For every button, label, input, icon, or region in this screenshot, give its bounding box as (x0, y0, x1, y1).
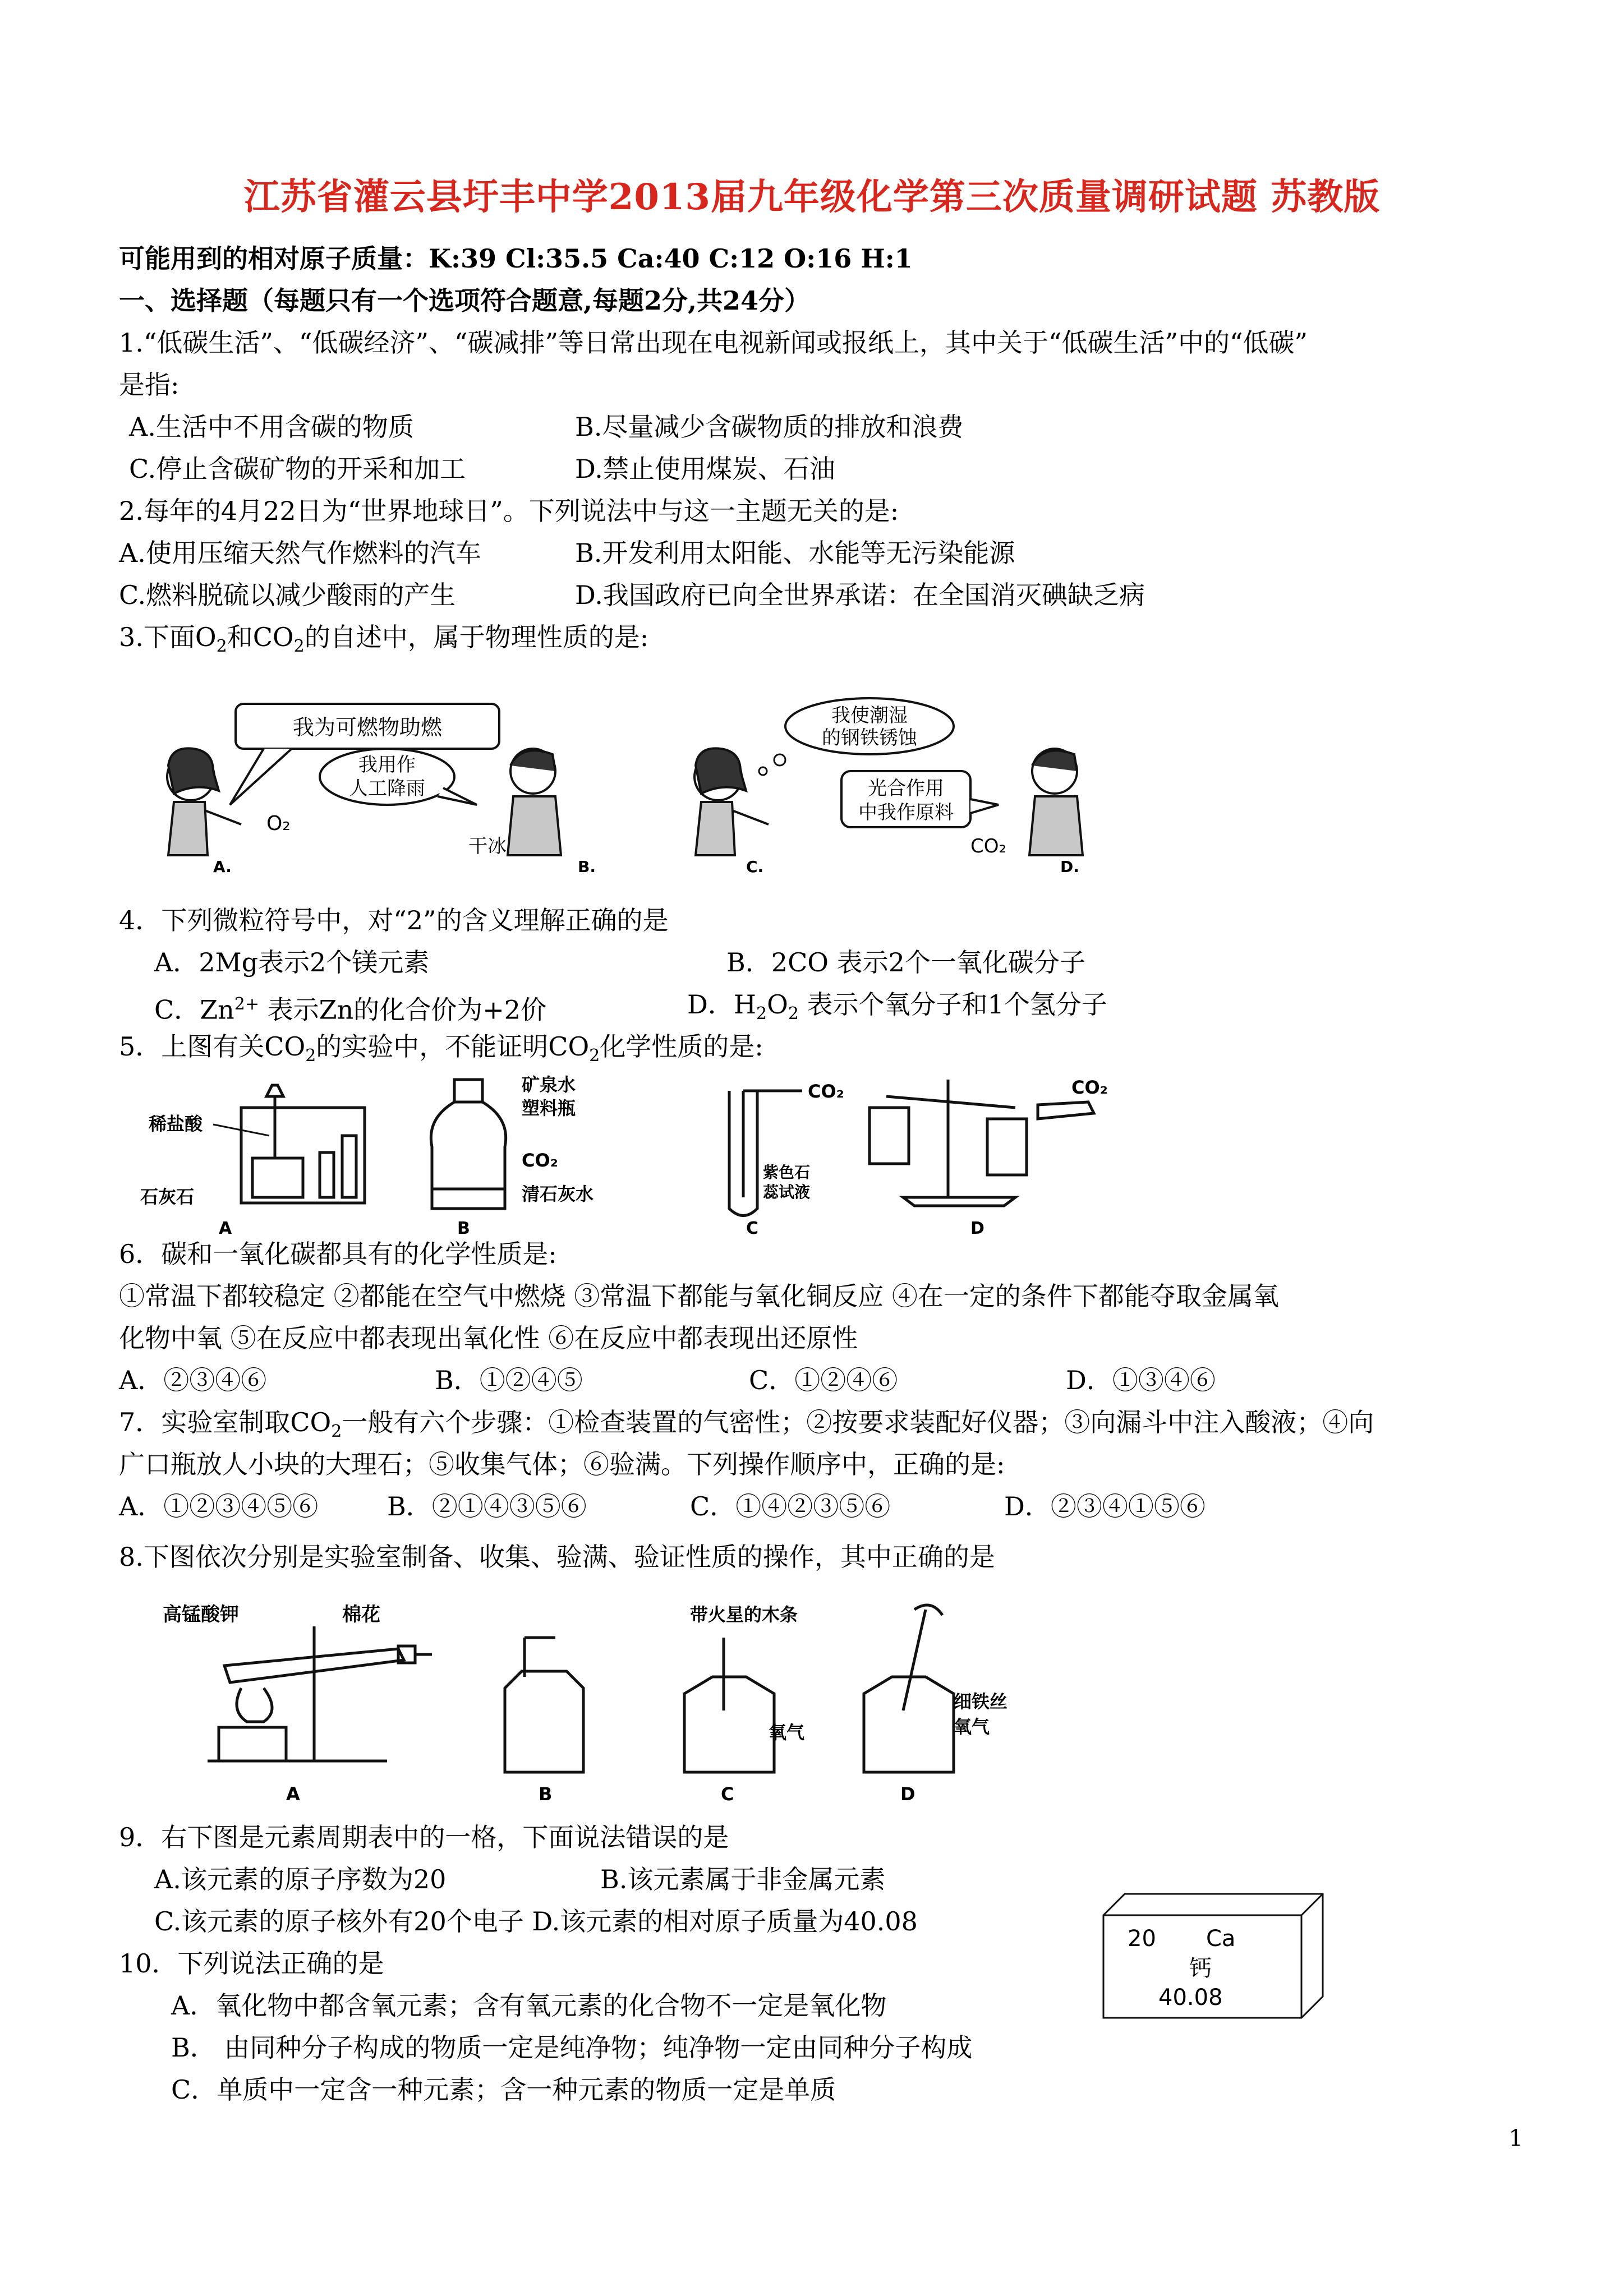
label-litmus-2: 蕊试液 (763, 1183, 811, 1201)
q6-option-d: D．①③④⑥ (1066, 1365, 1216, 1395)
label-d: D (970, 1219, 984, 1237)
q3-stem: 3.下面$O_2$和$CO_2$的自述中，属于物理性质的是: (119, 622, 649, 657)
q9-option-a: A.该元素的原子序数为20 (154, 1864, 447, 1894)
q6-option-a: A．②③④⑥ (119, 1365, 267, 1395)
boy-figure-d (1029, 749, 1083, 855)
label-d: D (900, 1783, 915, 1805)
q1-option-a: A.生活中不用含碳的物质 (129, 412, 414, 442)
label-dilute-hcl: 稀盐酸 (149, 1113, 203, 1135)
bubble-b-line2: 人工降雨 (349, 777, 425, 800)
label-limestone: 石灰石 (140, 1186, 195, 1207)
label-a: A (286, 1783, 300, 1805)
q6-option-b: B．①②④⑤ (435, 1365, 583, 1395)
q4-option-b: B．2CO 表示2个一氧化碳分子 (726, 947, 1085, 978)
q6-list-line2: 化物中氧 ⑤在反应中都表现出氧化性 ⑥在反应中都表现出还原性 (119, 1323, 858, 1353)
q4-option-c: C．$Zn^{2+}$ 表示Zn的化合价为+2价 (154, 994, 547, 1025)
q7-option-b: B．②①④③⑤⑥ (387, 1491, 587, 1522)
q7-stem-cont: 广口瓶放人小块的大理石；⑤收集气体；⑥验满。下列操作顺序中，正确的是: (119, 1449, 1005, 1479)
q4-stem: 4．下列微粒符号中，对“2”的含义理解正确的是 (119, 905, 669, 935)
label-litmus-1: 紫色石 (763, 1163, 811, 1182)
q4-option-d: D．$H_2O_2$ 表示个氧分子和1个氢分子 (687, 989, 1107, 1024)
label-glowing-splint: 带火星的木条 (690, 1604, 798, 1625)
page-title: 江苏省灌云县圩丰中学2013届九年级化学第三次质量调研试题 苏教版 (243, 176, 1381, 218)
q10-option-b: B． 由同种分子构成的物质一定是纯净物；纯净物一定由同种分子构成 (171, 2032, 973, 2063)
boy-figure-b (508, 749, 561, 855)
label-a: A (219, 1219, 232, 1237)
label-iron-wire: 细铁丝 (954, 1691, 1008, 1712)
q2-option-a: A.使用压缩天然气作燃料的汽车 (119, 538, 481, 568)
q10-option-c: C．单质中一定含一种元素；含一种元素的物质一定是单质 (171, 2074, 836, 2105)
q9-option-cd: C.该元素的原子核外有20个电子 D.该元素的相对原子质量为40.08 (154, 1906, 918, 1937)
page-number: 1 (1508, 2126, 1523, 2151)
bubble-c-line1: 我使潮湿 (831, 704, 908, 727)
label-o2: O₂ (266, 812, 291, 835)
q3-figure (129, 693, 1195, 878)
bubble-b-line1: 我用作 (358, 754, 416, 776)
q7-option-c: C．①④②③⑤⑥ (690, 1491, 891, 1522)
apparatus-a (241, 1085, 365, 1203)
label-cotton: 棉花 (342, 1603, 380, 1626)
label-c: C (746, 1219, 759, 1237)
atomic-mass-line: 可能用到的相对原子质量：K:39 Cl:35.5 Ca:40 C:12 O:16 H:1 (119, 243, 913, 274)
label-dry-ice: 干冰 (468, 835, 507, 857)
q5-figure (140, 1074, 1161, 1237)
element-number: 20 (1128, 1926, 1156, 1952)
q6-list-line1: ①常温下都较稳定 ②都能在空气中燃烧 ③常温下都能与氧化铜反应 ④在一定的条件下都能夺取金属氧 (119, 1281, 1279, 1311)
q7-option-d: D．②③④①⑤⑥ (1004, 1491, 1206, 1522)
label-b: B. (578, 857, 596, 876)
element-mass: 40.08 (1158, 1985, 1223, 2011)
label-d: D. (1060, 857, 1079, 876)
section-heading: 一、选择题（每题只有一个选项符合题意,每题2分,共24分） (119, 285, 811, 316)
label-a: A. (213, 857, 232, 876)
label-oxygen-d: 氧气 (954, 1716, 990, 1737)
bubble-d-line2: 中我作原料 (858, 801, 954, 824)
periodic-table-cell (1102, 1893, 1324, 2019)
apparatus-c (684, 1638, 774, 1772)
apparatus-a (208, 1626, 432, 1761)
q1-stem-cont: 是指: (119, 370, 180, 400)
q6-option-c: C．①②④⑥ (749, 1365, 898, 1395)
q2-stem: 2.每年的4月22日为“世界地球日”。下列说法中与这一主题无关的是: (119, 496, 899, 526)
girl-figure-c (694, 748, 769, 855)
apparatus-b (431, 1080, 505, 1209)
apparatus-d (864, 1605, 954, 1772)
label-oxygen-c: 氧气 (769, 1722, 805, 1743)
q1-stem: 1.“低碳生活”、“低碳经济”、“碳减排”等日常出现在电视新闻或报纸上，其中关于“低碳生活”中的“低碳” (119, 328, 1308, 358)
label-kmno4: 高锰酸钾 (163, 1603, 239, 1626)
q4-option-a: A．2Mg表示2个镁元素 (154, 947, 430, 978)
q9-option-b: B.该元素属于非金属元素 (600, 1864, 886, 1894)
bubble-c-line2: 的钢铁锈蚀 (822, 727, 917, 749)
label-plastic-bottle: 塑料瓶 (522, 1098, 576, 1119)
label-co2-d: CO₂ (1071, 1077, 1108, 1098)
label-c: C. (746, 857, 764, 876)
q2-option-d: D.我国政府已向全世界承诺：在全国消灭碘缺乏病 (575, 580, 1145, 610)
q10-stem: 10．下列说法正确的是 (119, 1948, 384, 1979)
q10-option-a: A．氧化物中都含氧元素；含有氧元素的化合物不一定是氧化物 (171, 1990, 887, 2021)
label-c: C (721, 1783, 734, 1805)
q8-figure (151, 1598, 1116, 1811)
label-co2: CO₂ (970, 835, 1007, 857)
q5-stem: 5．上图有关$CO_2$的实验中，不能证明$CO_2$化学性质的是: (119, 1031, 763, 1066)
element-name: 钙 (1189, 1956, 1212, 1981)
label-mineral-water: 矿泉水 (522, 1074, 576, 1095)
q1-option-c: C.停止含碳矿物的开采和加工 (129, 454, 466, 484)
bubble-d-line1: 光合作用 (868, 777, 944, 800)
q1-option-d: D.禁止使用煤炭、石油 (575, 454, 835, 484)
q7-option-a: A．①②③④⑤⑥ (119, 1491, 319, 1522)
label-b: B (539, 1783, 553, 1805)
girl-figure-a (167, 748, 241, 855)
q2-option-c: C.燃料脱硫以减少酸雨的产生 (119, 580, 456, 610)
label-co2-b: CO₂ (522, 1150, 558, 1171)
label-co2-c: CO₂ (808, 1081, 844, 1102)
q9-stem: 9．右下图是元素周期表中的一格，下面说法错误的是 (119, 1822, 729, 1852)
label-limewater: 清石灰水 (522, 1183, 594, 1205)
q6-stem: 6．碳和一氧化碳都具有的化学性质是: (119, 1239, 557, 1269)
label-b: B (457, 1219, 470, 1237)
q7-stem: 7．实验室制取$CO_2$一般有六个步骤：①检查装置的气密性；②按要求装配好仪器；③向漏斗中注入酸液；④向 (119, 1407, 1374, 1442)
q1-option-b: B.尽量减少含碳物质的排放和浪费 (575, 412, 964, 442)
bubble-a-text: 我为可燃物助燃 (292, 715, 443, 740)
q2-option-b: B.开发利用太阳能、水能等无污染能源 (575, 538, 1015, 568)
q8-stem: 8.下图依次分别是实验室制备、收集、验满、验证性质的操作，其中正确的是 (119, 1542, 995, 1572)
apparatus-b (505, 1638, 583, 1772)
apparatus-d (869, 1080, 1094, 1206)
element-symbol: Ca (1206, 1926, 1236, 1952)
